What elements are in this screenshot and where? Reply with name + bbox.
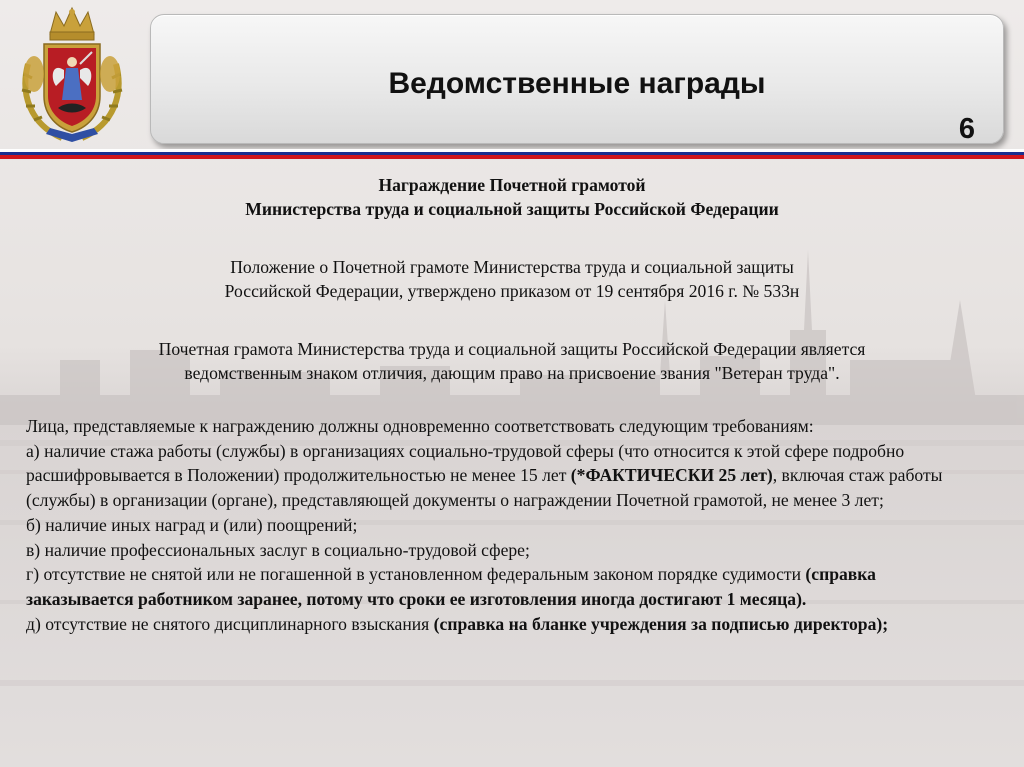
requirement-d: [26, 612, 986, 637]
award-heading: [0, 173, 1024, 221]
award-heading-line-2: Министерства труда и социальной защиты Российской Федерации: [245, 199, 779, 219]
description-line-2: ведомственным знаком отличия, дающим право на присвоение звания "Ветеран труда".: [184, 363, 840, 383]
description-line-1: Почетная грамота Министерства труда и социальной защиты Российской Федерации является: [158, 339, 866, 359]
requirement-d-bold: (справка на бланке учреждения за подписью директора);: [433, 613, 889, 634]
requirement-a-text: а) наличие стажа работы (службы) в организациях социально-трудовой сферы (что относится к этой сфере подробно расшифровывается в Положении) продолжительностью не менее 15 лет: [26, 440, 905, 486]
flag-stripe-red: [0, 155, 1024, 159]
requirements-block: [26, 414, 986, 636]
slide-number: 6: [958, 113, 975, 145]
award-heading-line-1: Награждение Почетной грамотой: [378, 175, 646, 195]
requirement-a-tail: , включая стаж работы (службы) в организации (органе), представляющей документы о награждении Почетной грамотой, не менее 3 лет;: [26, 465, 943, 511]
regulation-line-2: Российской Федерации, утверждено приказом от 19 сентября 2016 г. № 533н: [224, 281, 800, 301]
requirement-a-bold: (*ФАКТИЧЕСКИ 25 лет): [570, 465, 773, 486]
coat-of-arms-icon: [6, 4, 138, 144]
title-banner: [150, 14, 1004, 144]
page-title: Ведомственные награды: [388, 67, 766, 100]
requirement-d-text: д) отсутствие не снятого дисциплинарного взыскания: [26, 613, 434, 634]
regulation-text: [0, 255, 1024, 303]
requirements-intro: Лица, представляемые к награждению должны одновременно соответствовать следующим требованиям:: [26, 416, 814, 436]
regulation-line-1: Положение о Почетной грамоте Министерства труда и социальной защиты: [230, 257, 794, 277]
requirement-v: в) наличие профессиональных заслуг в социально-трудовой сфере;: [26, 539, 530, 560]
requirement-a: [26, 439, 986, 513]
requirement-g-bold: (справка заказывается работником заранее, потому что сроки ее изготовления иногда достигают 1 месяца).: [26, 564, 876, 609]
requirement-b: б) наличие иных наград и (или) поощрений;: [26, 514, 358, 535]
requirement-g: [26, 562, 986, 611]
requirement-g-text: г) отсутствие не снятой или не погашенной в установленном федеральным законом порядке судимости: [26, 564, 806, 585]
flag-stripes: [0, 149, 1024, 161]
description-text: [0, 337, 1024, 385]
